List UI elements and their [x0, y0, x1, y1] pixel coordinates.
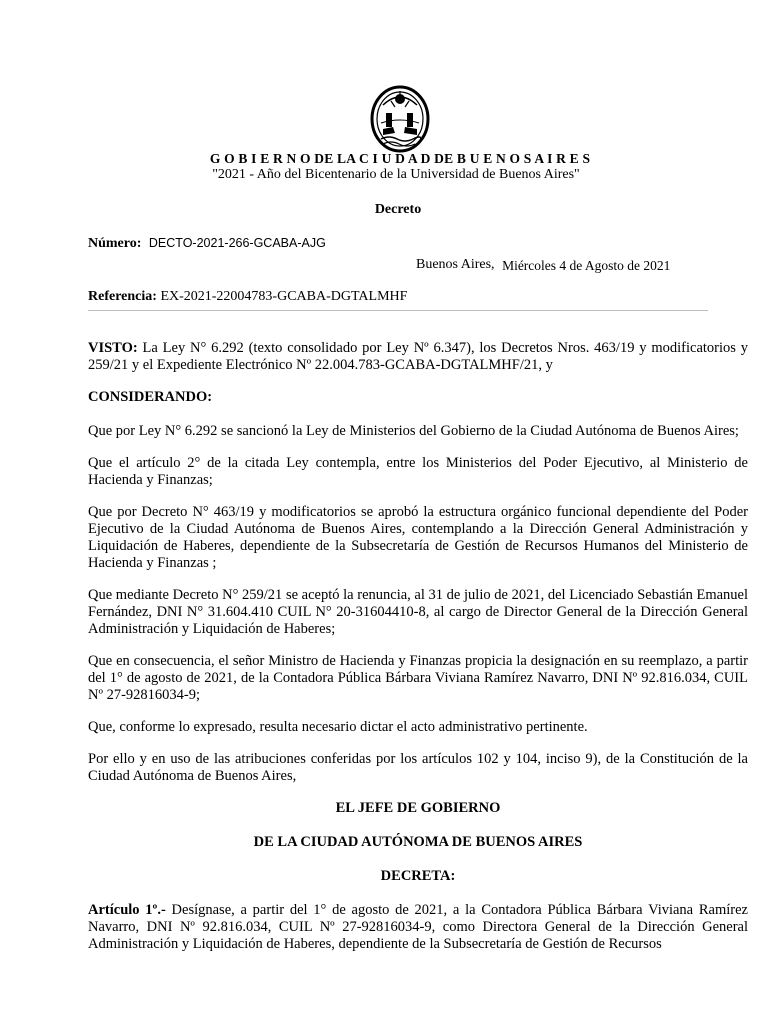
considerando-paragraph: Que por Decreto N° 463/19 y modificatorios se aprobó la estructura orgánico funcional dependiente del Poder Ejecutivo de la Ciudad Autónoma de Buenos Aires, contemplando a la Dirección General Administración y Liquidación de Haberes, dependiente de la Subsecretaría de Gestión de Recursos Humanos del Ministerio de Hacienda y Finanzas ;	[88, 504, 748, 571]
decree-number	[88, 235, 326, 252]
articulo-1-label: Artículo 1º.-	[88, 902, 166, 918]
jefe-heading-line2: DE LA CIUDAD AUTÓNOMA DE BUENOS AIRES	[253, 834, 583, 850]
place-and-date	[416, 255, 670, 273]
considerando-paragraph: Que el artículo 2° de la citada Ley contempla, entre los Ministerios del Poder Ejecutivo, al Ministerio de Hacienda y Finanzas;	[88, 455, 748, 488]
government-title: G O B I E R N O DE LA C I U D A D DE B U E N O S A I R E S	[209, 151, 591, 166]
considerando-paragraph: Que mediante Decreto N° 259/21 se aceptó la renuncia, al 31 de julio de 2021, del Licenciado Sebastián Emanuel Fernández, DNI N° 31.604.410 CUIL N° 20-31604410-8, al cargo de Director General de la Dirección General Administración y Liquidación de Haberes;	[88, 587, 748, 637]
considerando-heading: CONSIDERANDO:	[88, 389, 213, 405]
por-ello-paragraph: Por ello y en uso de las atribuciones conferidas por los artículos 102 y 104, inciso 9), de la Constitución de la Ciudad Autónoma de Buenos Aires,	[88, 751, 748, 784]
considerando-paragraph: Que, conforme lo expresado, resulta necesario dictar el acto administrativo pertinente.	[88, 719, 588, 735]
city-coat-of-arms-seal	[369, 83, 431, 153]
city: Buenos Aires,	[416, 257, 495, 272]
numero-value: DECTO-2021-266-GCABA-AJG	[148, 236, 326, 250]
date: Miércoles 4 de Agosto de 2021	[502, 258, 671, 273]
year-motto: "2021 - Año del Bicentenario de la Universidad de Buenos Aires"	[212, 167, 580, 182]
jefe-heading-line1: EL JEFE DE GOBIERNO	[335, 800, 501, 816]
decree-body	[88, 340, 748, 968]
header-divider	[88, 310, 708, 311]
visto-text: La Ley N° 6.292 (texto consolidado por Ley Nº 6.347), los Decretos Nros. 463/19 y modificatorios y 259/21 y el Expediente Electrónico Nº 22.004.783-GCABA-DGTALMHF/21, y	[88, 340, 749, 373]
numero-label: Número:	[88, 236, 142, 251]
document-type: Decreto	[374, 202, 422, 217]
reference	[88, 288, 407, 305]
articulo-1-paragraph	[88, 902, 748, 953]
visto-label: VISTO:	[88, 340, 138, 356]
referencia-value: EX-2021-22004783-GCABA-DGTALMHF	[160, 289, 408, 304]
considerando-paragraph: Que en consecuencia, el señor Ministro de Hacienda y Finanzas propicia la designación en su reemplazo, a partir del 1° de agosto de 2021, de la Contadora Pública Bárbara Viviana Ramírez Navarro, DNI Nº 92.816.034, CUIL Nº 27-92816034-9;	[88, 653, 748, 703]
articulo-1-text: Desígnase, a partir del 1° de agosto de 2021, a la Contadora Pública Bárbara Viviana Ramírez Navarro, DNI Nº 92.816.034, CUIL Nº 27-92816034-9, como Directora General de la Dirección General Administración y Liquidación de Haberes, dependiente de la Subsecretaría de Gestión de Recursos	[88, 902, 748, 952]
decreta-heading: DECRETA:	[380, 868, 456, 884]
visto-paragraph	[88, 340, 748, 374]
considerando-paragraph: Que por Ley N° 6.292 se sancionó la Ley de Ministerios del Gobierno de la Ciudad Autónoma de Buenos Aires;	[88, 423, 739, 439]
referencia-label: Referencia:	[88, 289, 157, 304]
